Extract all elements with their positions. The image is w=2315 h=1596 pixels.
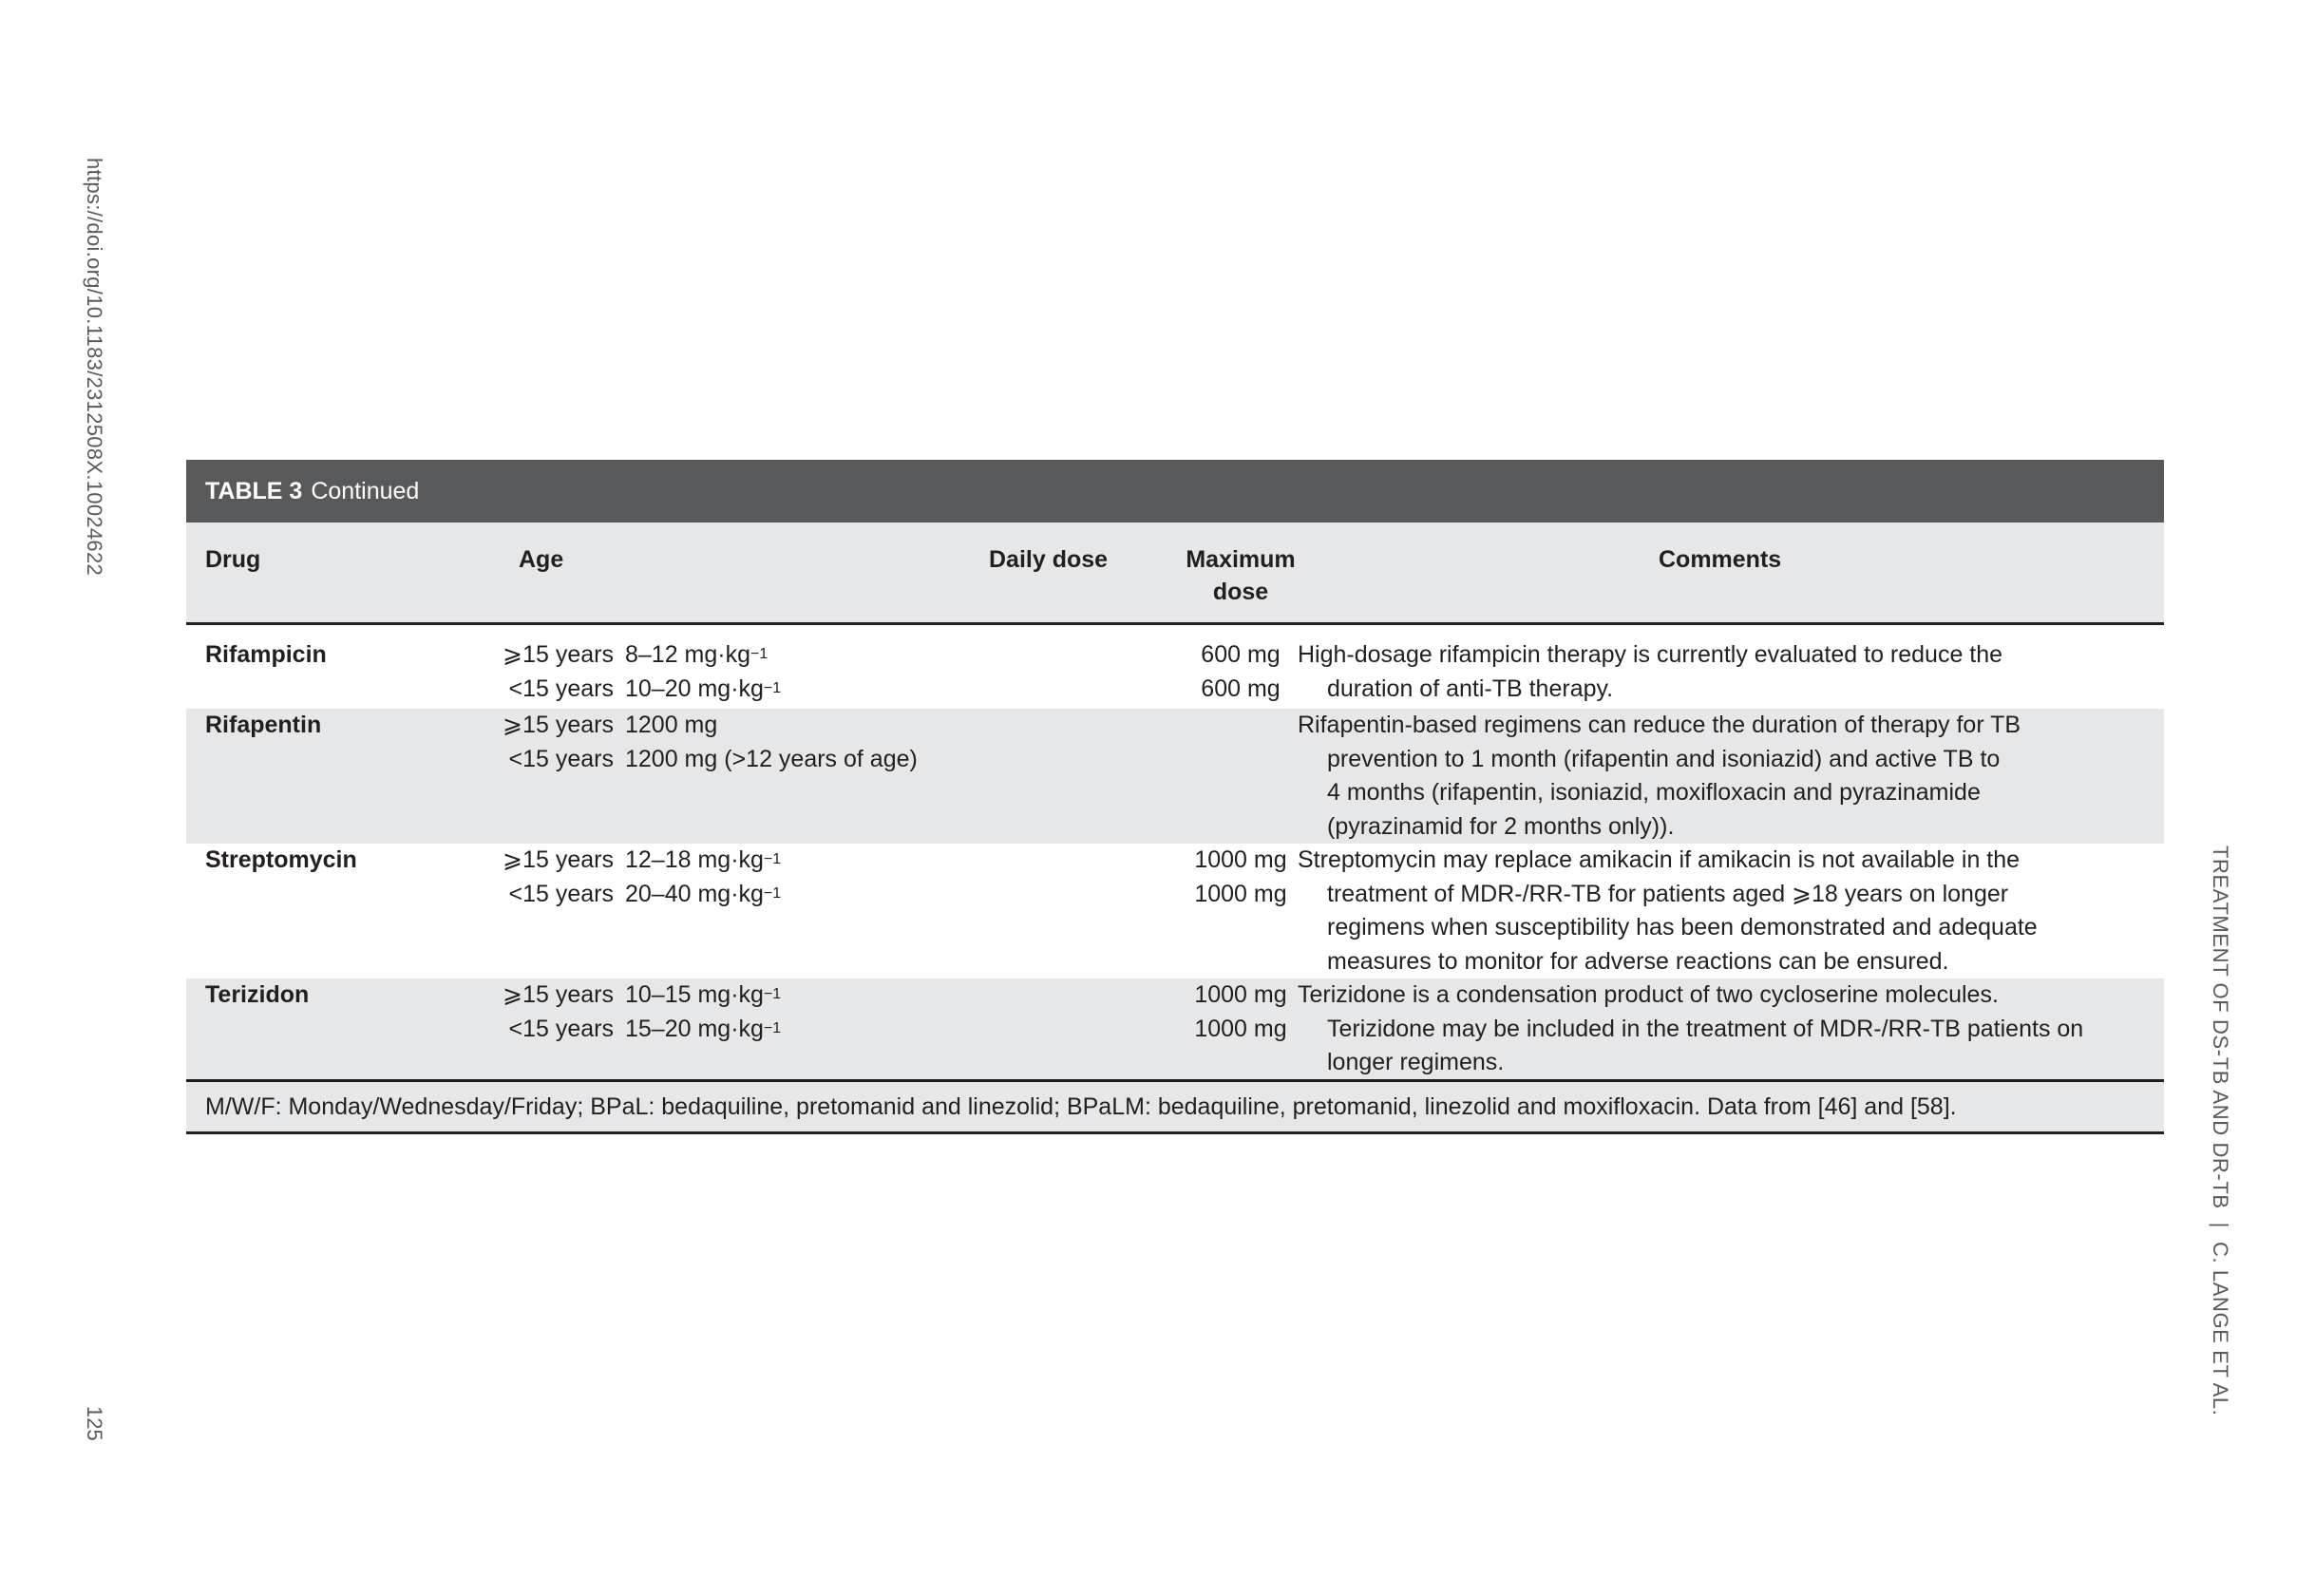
daily-dose-cell xyxy=(625,638,781,706)
max-dose-value: 600 mg xyxy=(1201,674,1281,702)
age-cell xyxy=(481,978,614,1046)
age-value: <15 years xyxy=(508,674,614,702)
header-max-dose-line1: Maximum xyxy=(1186,546,1296,573)
dose-line xyxy=(625,878,781,912)
dose-line xyxy=(625,978,781,1013)
comment-line: treatment of MDR-/RR-TB for patients aged ⩾18 years on longer xyxy=(1327,880,2009,907)
dose-value: 1200 mg (>12 years of age) xyxy=(625,745,918,772)
age-value: ⩾15 years xyxy=(503,641,614,668)
age-cell xyxy=(481,638,614,706)
dose-line xyxy=(625,673,781,707)
dose-value: 1200 mg xyxy=(625,712,718,738)
comments-cell xyxy=(1298,844,2153,978)
drug-name: Terizidon xyxy=(205,981,310,1008)
dose-exponent: −1 xyxy=(750,646,769,662)
header-age: Age xyxy=(519,546,564,573)
comment-line: prevention to 1 month (rifapentin and isoniazid) and active TB to xyxy=(1327,745,2001,772)
table-header-row xyxy=(186,522,2164,625)
max-dose-value: 1000 mg xyxy=(1194,1015,1287,1042)
comment-line: longer regimens. xyxy=(1327,1049,1505,1075)
header-max-dose-line2: dose xyxy=(1212,579,1269,605)
table-row xyxy=(186,625,2164,709)
table-row xyxy=(186,978,2164,1079)
table-caption-text: Continued xyxy=(311,477,420,504)
header-daily-dose: Daily dose xyxy=(989,546,1109,573)
dose-exponent: −1 xyxy=(763,679,782,696)
max-dose-value: 1000 mg xyxy=(1194,981,1287,1008)
dose-value: 8–12 mg·kg xyxy=(625,641,751,668)
running-head-authors: C. LANGE ET AL. xyxy=(2209,1242,2232,1416)
dose-line xyxy=(625,1013,781,1047)
dose-line xyxy=(625,709,918,743)
dose-line xyxy=(625,844,781,878)
header-drug: Drug xyxy=(205,546,261,573)
header-comments: Comments xyxy=(1659,546,1782,573)
running-head xyxy=(2208,846,2232,1416)
daily-dose-cell xyxy=(625,844,781,911)
dose-value: 20–40 mg·kg xyxy=(625,880,764,907)
table-label: TABLE 3 xyxy=(205,477,303,504)
comment-line: duration of anti-TB therapy. xyxy=(1327,674,1614,702)
age-cell xyxy=(481,709,614,776)
table-row xyxy=(186,844,2164,978)
dose-value: 10–15 mg·kg xyxy=(625,981,764,1008)
page-number: 125 xyxy=(83,1406,106,1441)
comment-line: Terizidone is a condensation product of two cycloserine molecules. xyxy=(1298,981,1999,1008)
age-value: <15 years xyxy=(508,745,614,772)
comment-line: High-dosage rifampicin therapy is currently evaluated to reduce the xyxy=(1298,641,2003,668)
daily-dose-cell xyxy=(625,709,918,776)
dose-value: 15–20 mg·kg xyxy=(625,1015,764,1042)
age-value: ⩾15 years xyxy=(503,712,614,738)
age-value: ⩾15 years xyxy=(503,981,614,1008)
comment-line: 4 months (rifapentin, isoniazid, moxifloxacin and pyrazinamide xyxy=(1327,779,1981,806)
dose-line xyxy=(625,743,918,777)
comments-cell xyxy=(1298,638,2153,706)
table-footnote: M/W/F: Monday/Wednesday/Friday; BPaL: bedaquiline, pretomanid and linezolid; BPaLM: bedaquiline, pretomanid, linezolid and moxifloxacin. Data from [46] and [58]. xyxy=(186,1079,2164,1134)
dose-value: 12–18 mg·kg xyxy=(625,846,764,873)
header-max-dose xyxy=(1136,543,1345,608)
max-dose-value: 1000 mg xyxy=(1194,880,1287,907)
running-head-title: TREATMENT OF DS-TB AND DR-TB xyxy=(2209,846,2232,1209)
age-value: ⩾15 years xyxy=(503,846,614,873)
doi-margin-text: https://doi.org/10.1183/2312508X.10024622 xyxy=(83,158,106,577)
comment-line: Rifapentin-based regimens can reduce the duration of therapy for TB xyxy=(1298,712,2021,738)
comments-cell xyxy=(1298,978,2153,1080)
drug-name: Rifampicin xyxy=(205,641,327,668)
drug-table xyxy=(186,460,2164,1134)
daily-dose-cell xyxy=(625,978,781,1046)
comment-line: Streptomycin may replace amikacin if amikacin is not available in the xyxy=(1298,846,2021,873)
max-dose-value: 600 mg xyxy=(1201,641,1281,668)
comment-line: measures to monitor for adverse reactions can be ensured. xyxy=(1327,947,1949,975)
dose-exponent: −1 xyxy=(763,1019,782,1036)
dose-line xyxy=(625,638,781,673)
comment-line: (pyrazinamid for 2 months only)). xyxy=(1327,812,1675,840)
drug-name: Streptomycin xyxy=(205,846,357,873)
age-cell xyxy=(481,844,614,911)
dose-value: 10–20 mg·kg xyxy=(625,674,764,702)
drug-name: Rifapentin xyxy=(205,712,322,738)
table-body xyxy=(186,625,2164,1079)
table-caption xyxy=(186,460,2164,522)
comment-line: regimens when susceptibility has been demonstrated and adequate xyxy=(1327,914,2038,940)
table-row xyxy=(186,709,2164,844)
dose-exponent: −1 xyxy=(763,851,782,867)
comment-line: Terizidone may be included in the treatment of MDR-/RR-TB patients on xyxy=(1327,1015,2084,1042)
dose-exponent: −1 xyxy=(763,986,782,1002)
max-dose-value: 1000 mg xyxy=(1194,846,1287,873)
comments-cell xyxy=(1298,709,2153,844)
dose-exponent: −1 xyxy=(763,884,782,902)
age-value: <15 years xyxy=(508,1015,614,1042)
age-value: <15 years xyxy=(508,880,614,907)
running-head-separator: | xyxy=(2209,1222,2232,1228)
